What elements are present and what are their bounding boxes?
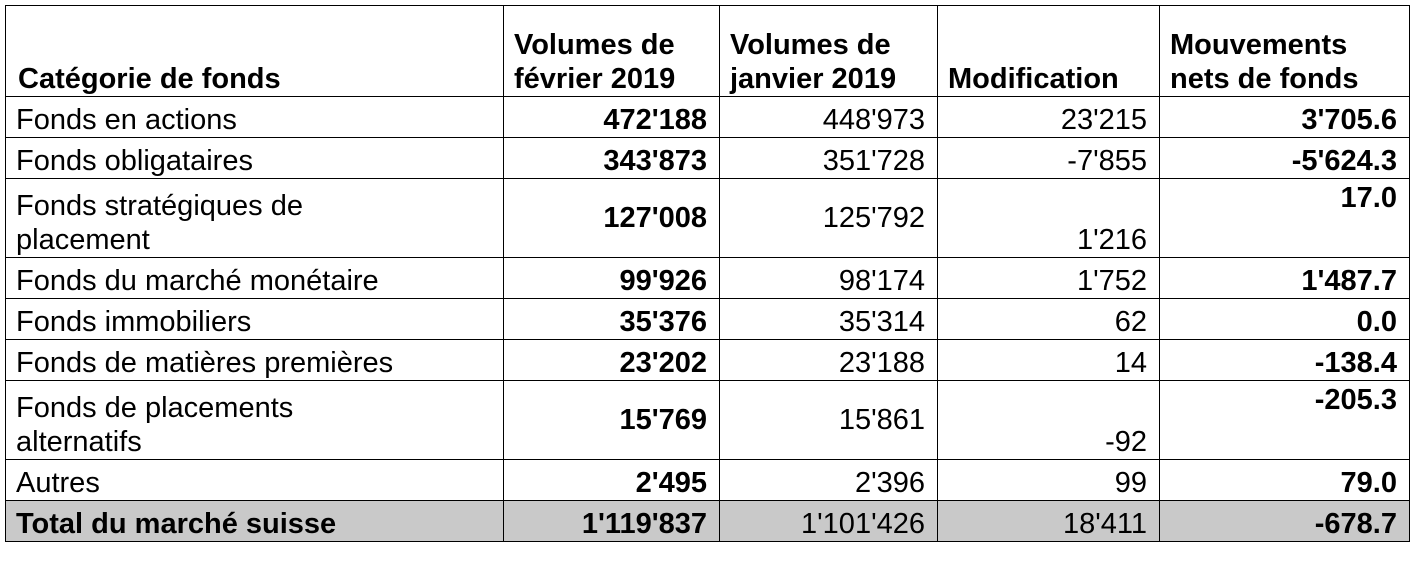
total-change-cell: 18'411: [938, 501, 1160, 542]
jan-volume-cell: 125'792: [720, 179, 938, 258]
header-net-flows: [1160, 6, 1410, 97]
header-row: [6, 6, 1410, 97]
change-cell: 1'752: [938, 258, 1160, 299]
table-row: [6, 138, 1410, 179]
change-cell: -92: [938, 381, 1160, 460]
header-flows-line2: nets de fonds: [1170, 63, 1359, 95]
net-flows-cell: -138.4: [1160, 340, 1410, 381]
category-line: Fonds stratégiques de: [16, 190, 303, 222]
category-line: Autres: [16, 467, 100, 499]
category-cell: [6, 138, 504, 179]
category-cell: [6, 299, 504, 340]
table-row: [6, 179, 1410, 258]
net-flows-cell: 17.0: [1160, 179, 1410, 258]
header-change: Modification: [938, 6, 1160, 97]
category-line: Fonds du marché monétaire: [16, 265, 379, 297]
header-feb-line2: février 2019: [514, 63, 676, 95]
feb-volume-cell: 23'202: [504, 340, 720, 381]
feb-volume-cell: 343'873: [504, 138, 720, 179]
change-cell: 62: [938, 299, 1160, 340]
jan-volume-cell: 98'174: [720, 258, 938, 299]
header-flows-line1: Mouvements: [1170, 29, 1348, 61]
category-line: placement: [16, 224, 150, 256]
feb-volume-cell: 99'926: [504, 258, 720, 299]
feb-volume-cell: 15'769: [504, 381, 720, 460]
header-jan-line1: Volumes de: [730, 29, 891, 61]
net-flows-cell: 79.0: [1160, 460, 1410, 501]
feb-volume-cell: 35'376: [504, 299, 720, 340]
jan-volume-cell: 35'314: [720, 299, 938, 340]
category-line: Fonds de matières premières: [16, 347, 394, 379]
net-flows-cell: 0.0: [1160, 299, 1410, 340]
total-row: [6, 501, 1410, 542]
total-category-cell: Total du marché suisse: [6, 501, 504, 542]
category-line: Fonds immobiliers: [16, 306, 252, 338]
table-row: [6, 299, 1410, 340]
category-line: Fonds obligataires: [16, 145, 253, 177]
category-cell: [6, 258, 504, 299]
category-line: alternatifs: [16, 426, 142, 458]
change-cell: 1'216: [938, 179, 1160, 258]
category-cell: [6, 381, 504, 460]
change-cell: -7'855: [938, 138, 1160, 179]
net-flows-cell: -205.3: [1160, 381, 1410, 460]
header-feb-volumes: [504, 6, 720, 97]
category-cell: [6, 97, 504, 138]
table-row: [6, 97, 1410, 138]
feb-volume-cell: 2'495: [504, 460, 720, 501]
total-feb-volume-cell: 1'119'837: [504, 501, 720, 542]
header-jan-line2: janvier 2019: [730, 63, 897, 95]
category-cell: [6, 179, 504, 258]
net-flows-cell: -5'624.3: [1160, 138, 1410, 179]
jan-volume-cell: 15'861: [720, 381, 938, 460]
table-row: [6, 381, 1410, 460]
table-header: [6, 6, 1410, 97]
category-cell: [6, 460, 504, 501]
change-cell: 99: [938, 460, 1160, 501]
table-row: [6, 258, 1410, 299]
header-category: Catégorie de fonds: [6, 6, 504, 97]
category-line: Fonds de placements: [16, 392, 294, 424]
jan-volume-cell: 448'973: [720, 97, 938, 138]
total-net-flows-cell: -678.7: [1160, 501, 1410, 542]
net-flows-cell: 3'705.6: [1160, 97, 1410, 138]
feb-volume-cell: 127'008: [504, 179, 720, 258]
table-body: [6, 97, 1410, 542]
table-row: [6, 340, 1410, 381]
total-jan-volume-cell: 1'101'426: [720, 501, 938, 542]
category-cell: [6, 340, 504, 381]
change-cell: 23'215: [938, 97, 1160, 138]
jan-volume-cell: 23'188: [720, 340, 938, 381]
jan-volume-cell: 2'396: [720, 460, 938, 501]
feb-volume-cell: 472'188: [504, 97, 720, 138]
table-row: [6, 460, 1410, 501]
change-cell: 14: [938, 340, 1160, 381]
jan-volume-cell: 351'728: [720, 138, 938, 179]
header-feb-line1: Volumes de: [514, 29, 675, 61]
net-flows-cell: 1'487.7: [1160, 258, 1410, 299]
header-jan-volumes: [720, 6, 938, 97]
fund-volumes-table: [5, 5, 1410, 542]
category-line: Fonds en actions: [16, 104, 237, 136]
